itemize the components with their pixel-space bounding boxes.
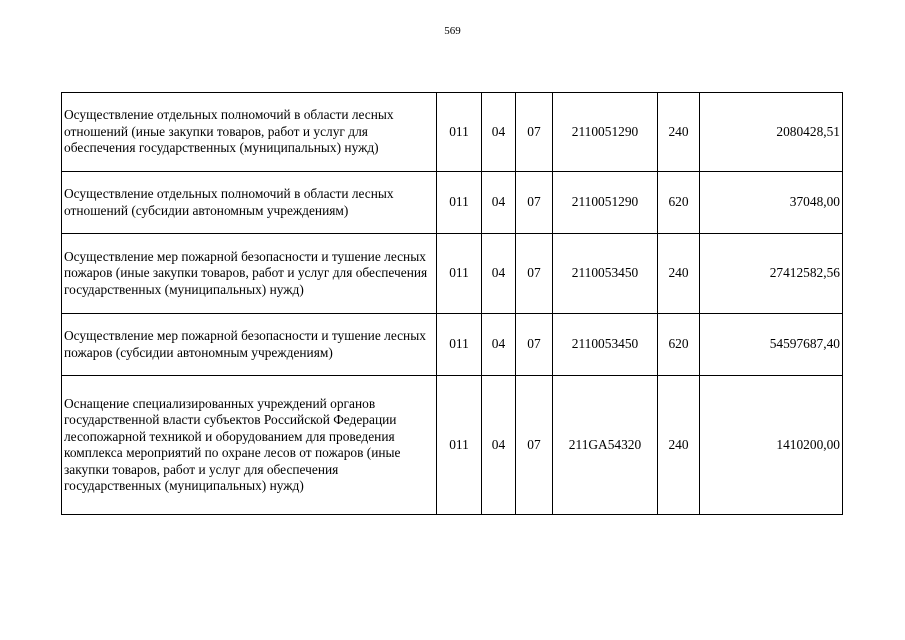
ministry-code: 011 <box>437 93 482 172</box>
amount-value: 2080428,51 <box>700 93 843 172</box>
amount-value: 1410200,00 <box>700 376 843 515</box>
target-article-code: 2110051290 <box>553 93 658 172</box>
row-description: Осуществление мер пожарной безопасности и тушение лесных пожаров (субсидии автономным учреждениям) <box>62 314 437 376</box>
row-description: Оснащение специализированных учреждений органов государственной власти субъектов Российской Федерации лесопожарной техникой и оборудованием для проведения комплекса мероприятий по охране лесов от пожаров (иные закупки товаров, работ и услуг для обеспечения государственных (муниципальных) нужд) <box>62 376 437 515</box>
section-code: 04 <box>482 172 516 234</box>
target-article-code: 211GA54320 <box>553 376 658 515</box>
budget-table <box>61 92 843 515</box>
subsection-code: 07 <box>516 234 553 314</box>
row-description: Осуществление отдельных полномочий в области лесных отношений (иные закупки товаров, работ и услуг для обеспечения государственных (муниципальных) нужд) <box>62 93 437 172</box>
amount-value: 37048,00 <box>700 172 843 234</box>
section-code: 04 <box>482 376 516 515</box>
expense-type-code: 620 <box>658 172 700 234</box>
expense-type-code: 240 <box>658 234 700 314</box>
table-row <box>62 234 843 314</box>
amount-value: 54597687,40 <box>700 314 843 376</box>
subsection-code: 07 <box>516 93 553 172</box>
row-description: Осуществление мер пожарной безопасности и тушение лесных пожаров (иные закупки товаров, работ и услуг для обеспечения государственных (муниципальных) нужд) <box>62 234 437 314</box>
subsection-code: 07 <box>516 172 553 234</box>
target-article-code: 2110051290 <box>553 172 658 234</box>
expense-type-code: 620 <box>658 314 700 376</box>
section-code: 04 <box>482 234 516 314</box>
row-description: Осуществление отдельных полномочий в области лесных отношений (субсидии автономным учреждениям) <box>62 172 437 234</box>
expense-type-code: 240 <box>658 93 700 172</box>
table-row <box>62 93 843 172</box>
expense-type-code: 240 <box>658 376 700 515</box>
ministry-code: 011 <box>437 376 482 515</box>
target-article-code: 2110053450 <box>553 314 658 376</box>
page-number: 569 <box>444 25 461 37</box>
target-article-code: 2110053450 <box>553 234 658 314</box>
ministry-code: 011 <box>437 172 482 234</box>
section-code: 04 <box>482 93 516 172</box>
table-row <box>62 376 843 515</box>
ministry-code: 011 <box>437 234 482 314</box>
amount-value: 27412582,56 <box>700 234 843 314</box>
subsection-code: 07 <box>516 314 553 376</box>
section-code: 04 <box>482 314 516 376</box>
ministry-code: 011 <box>437 314 482 376</box>
table-row <box>62 172 843 234</box>
table-row <box>62 314 843 376</box>
subsection-code: 07 <box>516 376 553 515</box>
